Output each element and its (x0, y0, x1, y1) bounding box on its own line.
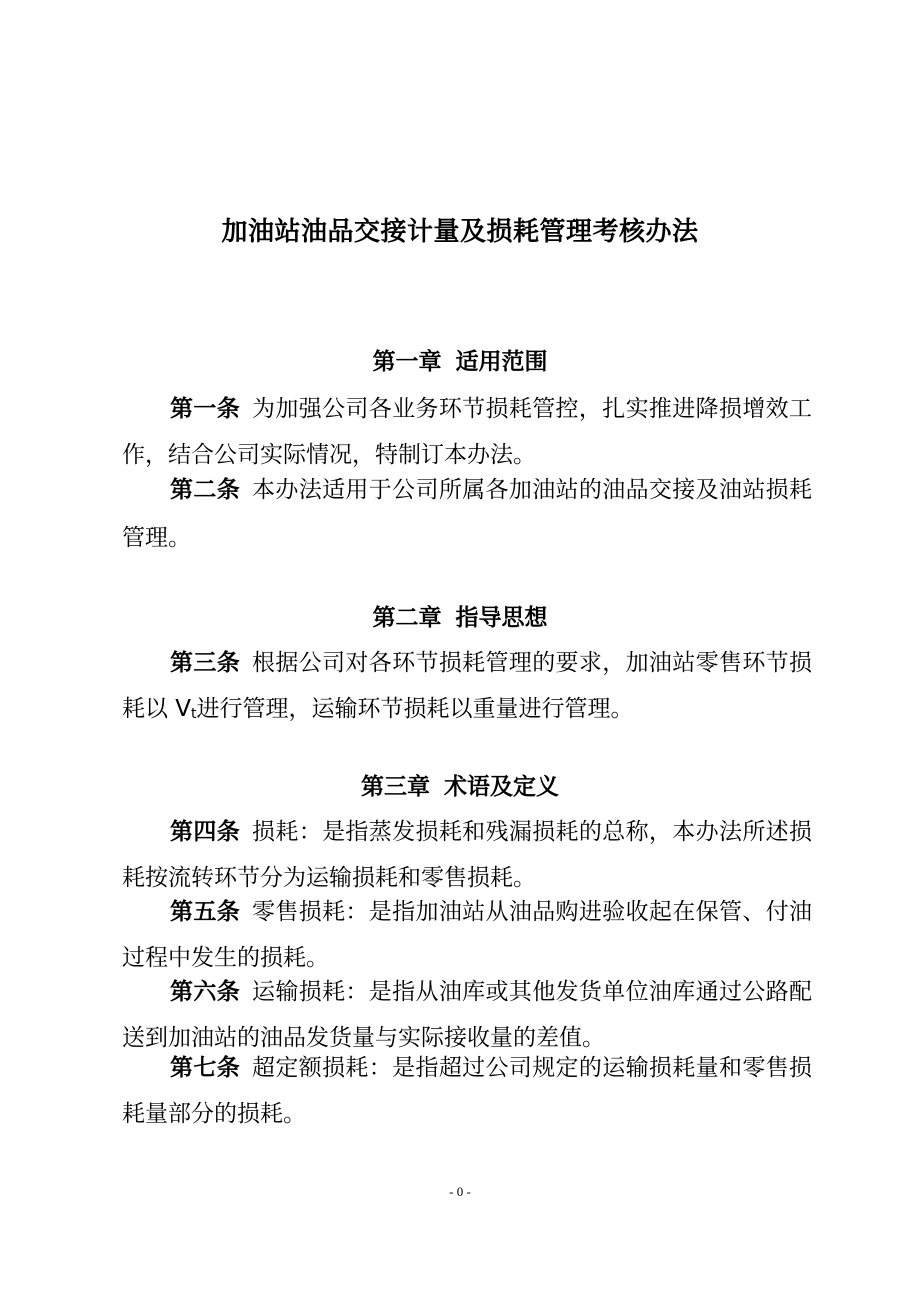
chapter-title: 术语及定义 (444, 774, 559, 800)
article (122, 809, 812, 901)
article-number: 第五条 (170, 899, 241, 925)
article (122, 386, 812, 478)
article-text: 本办法适用于公司所属各加油站的油品交接及油站损耗管理。 (122, 477, 813, 551)
chapter-number: 第一章 (372, 349, 442, 375)
chapter-heading (0, 601, 920, 635)
article (122, 889, 812, 981)
article-number: 第三条 (170, 650, 241, 676)
chapter-number: 第二章 (372, 605, 442, 631)
chapter-title: 指导思想 (455, 605, 548, 631)
article-text: 为加强公司各业务环节损耗管控，扎实推进降损增效工作，结合公司实际情况，特制订本办法。 (122, 396, 813, 468)
article-text: 损耗：是指蒸发损耗和残漏损耗的总称，本办法所述损耗按流转环节分为运输损耗和零售损耗。 (122, 819, 813, 891)
article-text: 超定额损耗：是指超过公司规定的运输损耗量和零售损耗量部分的损耗。 (122, 1055, 813, 1127)
article-number: 第一条 (170, 396, 241, 422)
chapter-heading (0, 770, 920, 804)
article-number: 第七条 (170, 1055, 241, 1081)
document-title: 加油站油品交接计量及损耗管理考核办法 (221, 217, 699, 247)
chapter-heading (0, 345, 920, 379)
chapter-number: 第三章 (361, 774, 430, 800)
article-number: 第二条 (170, 477, 241, 503)
article-text: 零售损耗：是指加油站从油品购进验收起在保管、付油过程中发生的损耗。 (122, 899, 813, 971)
page-number: - 0 - (449, 1184, 471, 1199)
article (122, 466, 812, 562)
article-number: 第六条 (170, 979, 241, 1005)
article-text: 根据公司对各环节损耗管理的要求，加油站零售环节损耗以 V (122, 650, 813, 722)
subscript-t: t (191, 706, 197, 722)
article (122, 1045, 812, 1137)
article-text: 运输损耗：是指从油库或其他发货单位油库通过公路配送到加油站的油品发货量与实际接收量的差值。 (122, 979, 813, 1051)
article (122, 640, 812, 737)
article-text-continued: 进行管理，运输环节损耗以重量进行管理。 (196, 696, 634, 722)
chapter-title: 适用范围 (455, 349, 548, 375)
article-number: 第四条 (170, 819, 241, 845)
